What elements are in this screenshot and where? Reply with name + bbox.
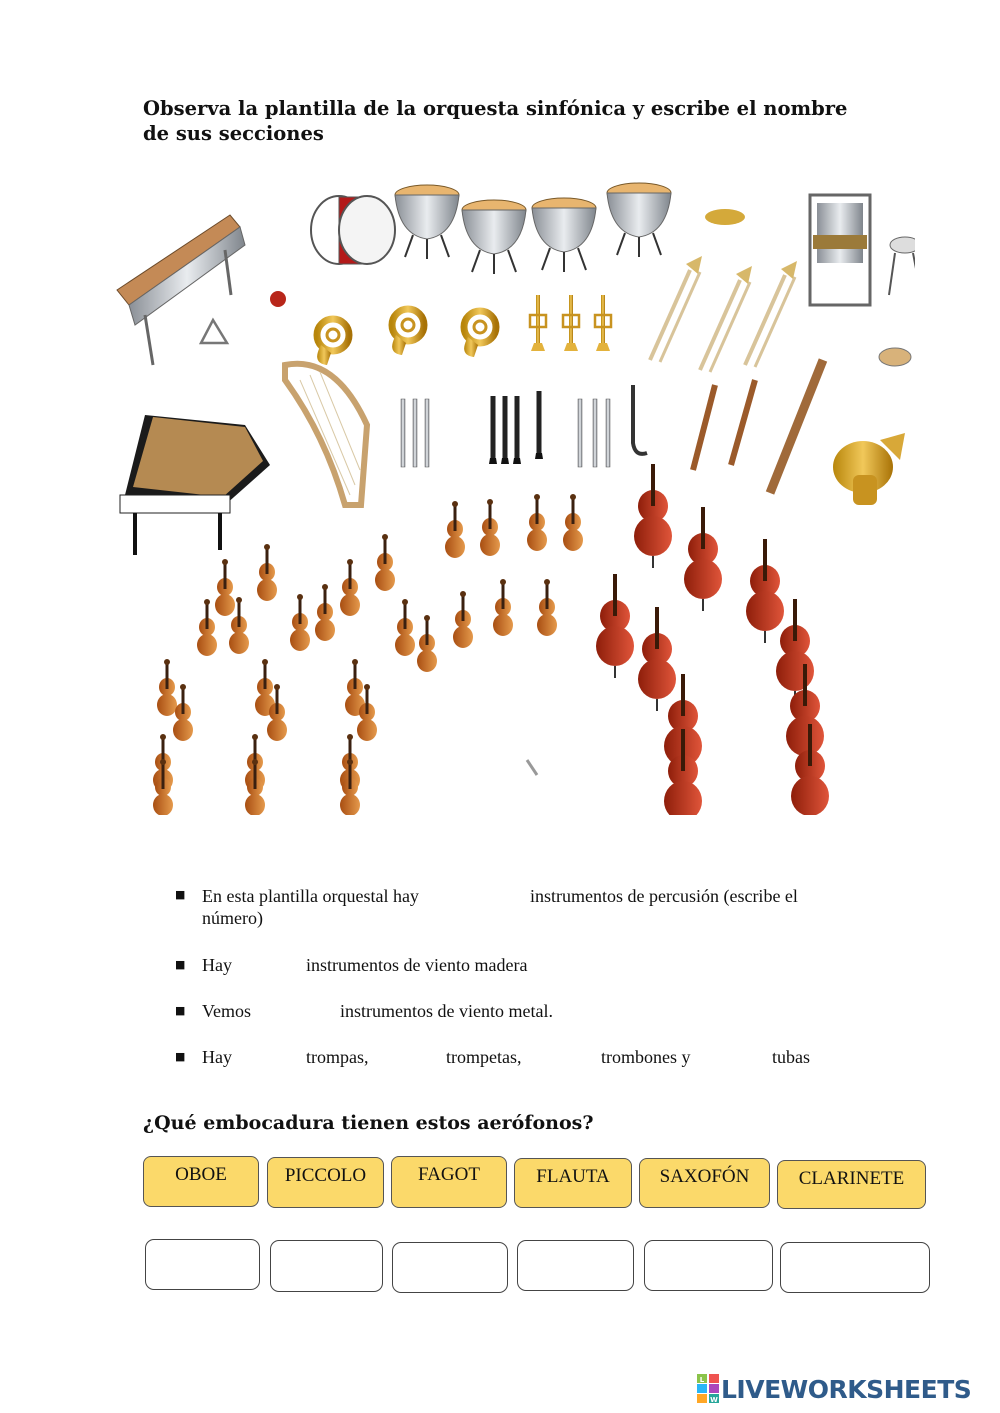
tuba <box>833 433 905 505</box>
tubas-count-input[interactable] <box>710 1046 770 1070</box>
liveworksheets-logo-icon <box>697 1374 721 1404</box>
card-clarinete[interactable]: CLARINETE <box>777 1160 926 1209</box>
bass-drum <box>311 196 395 264</box>
statement-4-horns: trompas, <box>306 1047 369 1067</box>
statement-4-trombones: trombones y <box>601 1047 691 1067</box>
bullet-3: ■ <box>175 1004 186 1017</box>
statement-1-part-a: En esta plantilla orquestal hay <box>202 886 419 906</box>
statement-3-part-b: instrumentos de viento metal. <box>340 1001 553 1021</box>
liveworksheets-brand <box>697 1374 971 1404</box>
statement-3-part-a: Vemos <box>202 1001 251 1021</box>
trumpets-count-input[interactable] <box>382 1046 444 1070</box>
harp <box>285 364 367 505</box>
answer-box-flauta[interactable] <box>517 1240 634 1291</box>
statement-4-part-a: Hay <box>202 1047 232 1067</box>
statement-1-part-c: número) <box>202 908 263 928</box>
horns-count-input[interactable] <box>238 1046 302 1070</box>
bullet-1: ■ <box>175 888 186 901</box>
statement-2-part-b: instrumentos de viento madera <box>306 955 528 975</box>
answer-box-fagot[interactable] <box>392 1242 508 1293</box>
bullet-4: ■ <box>175 1050 186 1063</box>
title-line-2: de sus secciones <box>143 122 324 145</box>
brass-count-input[interactable] <box>264 1000 338 1024</box>
grand-piano <box>120 415 270 555</box>
card-saxofon[interactable]: SAXOFÓN <box>639 1158 770 1208</box>
answer-box-saxofon[interactable] <box>644 1240 773 1291</box>
logo-letter-w: W <box>710 1396 718 1404</box>
statement-2-part-a: Hay <box>202 955 232 975</box>
title-line-1: Observa la plantilla de la orquesta sinfónica y escribe el nombre <box>143 97 848 120</box>
brand-name: LIVEWORKSHEETS <box>721 1374 972 1404</box>
percussion-count-input[interactable] <box>450 885 524 909</box>
page-title <box>143 96 883 146</box>
card-oboe[interactable]: OBOE <box>143 1156 259 1207</box>
answer-box-oboe[interactable] <box>145 1239 260 1290</box>
chimes <box>810 195 870 305</box>
woodwind-count-input[interactable] <box>238 954 312 978</box>
question-2-heading: ¿Qué embocadura tienen estos aerófonos? <box>143 1112 594 1134</box>
trombones-count-input[interactable] <box>536 1046 600 1070</box>
statement-1-part-b: instrumentos de percusión (escribe el <box>530 886 798 906</box>
orchestra-illustration <box>105 175 915 815</box>
card-fagot[interactable]: FAGOT <box>391 1156 507 1208</box>
statement-4-tubas: tubas <box>772 1047 810 1067</box>
bullet-2: ■ <box>175 958 186 971</box>
logo-letter-l: L <box>699 1376 705 1384</box>
statement-4-trumpets: trompetas, <box>446 1047 522 1067</box>
answer-box-piccolo[interactable] <box>270 1240 383 1292</box>
answer-box-clarinete[interactable] <box>780 1242 930 1293</box>
card-piccolo[interactable]: PICCOLO <box>267 1157 384 1208</box>
card-flauta[interactable]: FLAUTA <box>514 1158 632 1208</box>
